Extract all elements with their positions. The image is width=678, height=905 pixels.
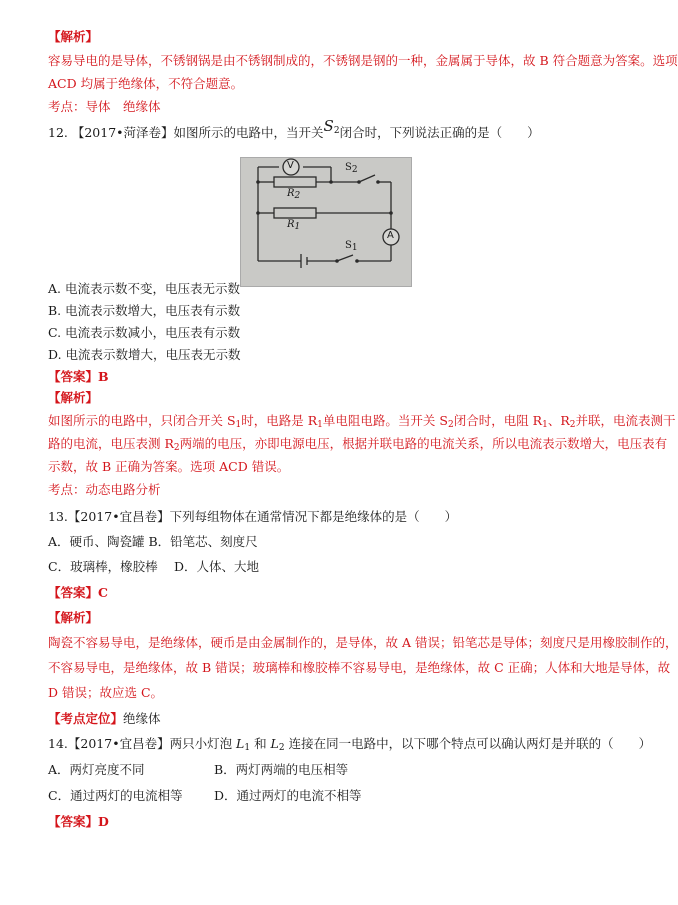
knowledge-point: 【考点定位】绝缘体	[48, 711, 161, 726]
analysis-text-line: D 错误；故应选 C。	[48, 685, 164, 700]
voltmeter-symbol: V	[287, 160, 294, 171]
switch-s2-label: $S_2$	[345, 162, 358, 175]
analysis-text-line: 陶瓷不容易导电，是绝缘体，硬币是由金属制作的，是导体，故 A 错误；铅笔芯是导体；刻度尺是用橡胶制作的，	[48, 635, 678, 650]
question-12-stem: 12. 【2017•菏泽卷】如图所示的电路中，当开关$S_2$闭合时，下列说法正确的是（ ）	[48, 117, 540, 140]
question-14-stem: 14.【2017•宜昌卷】两只小灯泡 $L_1$ 和 $L_2$ 连接在同一电路中，以下哪个特点可以确认两灯是并联的（ ）	[48, 736, 652, 753]
options-c-d: C．玻璃棒，橡胶棒 D．人体、大地	[48, 559, 260, 574]
analysis-text-line: 如图所示的电路中，只闭合开关 $S_1$时，电路是 $R_1$单电阻电路。当开关 $S_2$闭合时，电阻 $R_1$、$R_2$并联，电流表测干	[48, 413, 676, 430]
analysis-heading: 【解析】	[48, 390, 99, 405]
analysis-text-line: 示数，故 B 正确为答案。选项 ACD 错误。	[48, 459, 290, 474]
option-b: B．两灯两端的电压相等	[214, 762, 349, 777]
option-a: A. 电流表示数不变，电压表无示数	[48, 281, 240, 296]
option-d: D. 电流表示数增大，电压表无示数	[48, 347, 241, 362]
circuit-diagram	[240, 157, 412, 287]
answer-label: 【答案】C	[48, 585, 108, 600]
option-d: D．通过两灯的电流不相等	[214, 788, 362, 803]
answer-label: 【答案】D	[48, 814, 109, 829]
analysis-heading: 【解析】	[48, 29, 99, 44]
analysis-text-line: 路的电流，电压表测 $R_2$两端的电压，亦即电源电压，根据并联电路的电流关系，所以电流表示数增大，电压表有	[48, 436, 668, 453]
answer-label: 【答案】B	[48, 369, 109, 384]
analysis-heading: 【解析】	[48, 610, 99, 625]
resistor-r1-label: $R_1$	[287, 219, 301, 232]
knowledge-point: 考点：导体 绝缘体	[48, 99, 161, 114]
question-13-stem: 13.【2017•宜昌卷】下列每组物体在通常情况下都是绝缘体的是（ ）	[48, 509, 458, 524]
options-a-b: A．硬币、陶瓷罐 B．铅笔芯、刻度尺	[48, 534, 258, 549]
analysis-text-line: ACD 均属于绝缘体，不符合题意。	[48, 76, 244, 91]
analysis-text-line: 不容易导电，是绝缘体，故 B 错误；玻璃棒和橡胶棒不容易导电，是绝缘体，故 C 正确；人体和大地是导体，故	[48, 660, 671, 675]
option-a: A．两灯亮度不同	[48, 762, 145, 777]
knowledge-point: 考点：动态电路分析	[48, 482, 161, 497]
option-b: B. 电流表示数增大，电压表有示数	[48, 303, 241, 318]
switch-s1-label: $S_1$	[345, 240, 358, 253]
ammeter-symbol: A	[387, 230, 394, 241]
circuit-wires	[241, 158, 411, 286]
analysis-text-line: 容易导电的是导体，不锈钢锅是由不锈钢制成的，不锈钢是钢的一种，金属属于导体，故 B 符合题意为答案。选项	[48, 53, 678, 68]
option-c: C．通过两灯的电流相等	[48, 788, 183, 803]
option-c: C. 电流表示数减小，电压表有示数	[48, 325, 241, 340]
resistor-r2-label: $R_2$	[287, 188, 301, 201]
